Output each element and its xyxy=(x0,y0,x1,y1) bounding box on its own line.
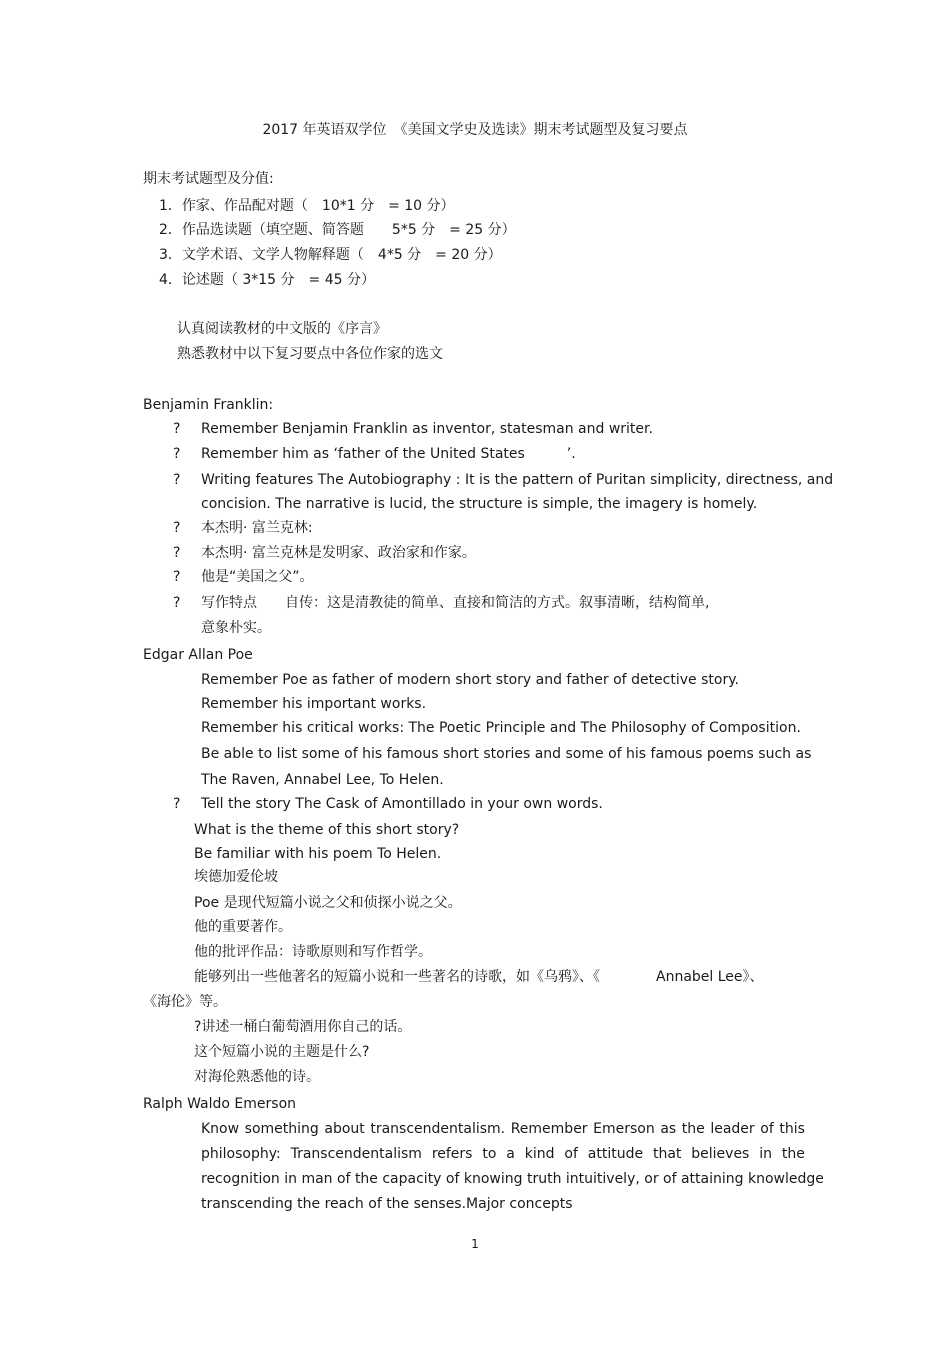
instruction-line: 认真阅读教材的中文版的《序言》 xyxy=(177,321,387,337)
section-heading-poe: Edgar Allan Poe xyxy=(143,647,253,663)
word: Transcendentalism xyxy=(290,1146,422,1162)
word: of xyxy=(760,1121,774,1137)
word: believes xyxy=(691,1146,750,1162)
list-item: Be familiar with his poem To Helen. xyxy=(194,846,442,862)
word: Emerson xyxy=(593,1121,655,1137)
bullet-marker: ? xyxy=(173,595,181,611)
list-item: 埃德加爱伦坡 xyxy=(194,869,278,885)
instruction-line: 熟悉教材中以下复习要点中各位作家的选文 xyxy=(177,346,443,362)
bullet-marker: ? xyxy=(173,545,181,561)
list-item-continuation: concision. The narrative is lucid, the structure is simple, the imagery is homely. xyxy=(201,496,758,512)
word: refers xyxy=(431,1146,473,1162)
list-item: 写作特点 自传：这是清教徒的简单、直接和简洁的方式。叙事清晰，结构简单, xyxy=(201,595,710,611)
word: a xyxy=(506,1146,515,1162)
bullet-marker: ? xyxy=(173,446,181,462)
list-item: 这个短篇小说的主题是什么? xyxy=(194,1044,370,1060)
word: something xyxy=(244,1121,319,1137)
word: transcendentalism. xyxy=(370,1121,506,1137)
list-item: Remember his critical works: The Poetic Principle and The Philosophy of Composition. xyxy=(201,720,801,736)
exam-heading: 期末考试题型及分值: xyxy=(143,171,274,187)
list-item: Remember Poe as father of modern short story and father of detective story. xyxy=(201,672,739,688)
bullet-marker: ? xyxy=(173,520,181,536)
list-item: Tell the story The Cask of Amontillado in your own words. xyxy=(201,796,603,812)
word: the xyxy=(781,1146,805,1162)
word: to xyxy=(482,1146,497,1162)
word: as xyxy=(660,1121,677,1137)
list-item: Poe 是现代短篇小说之父和侦探小说之父。 xyxy=(194,895,462,911)
bullet-marker: ? xyxy=(173,796,181,812)
list-item-continuation: 意象朴实。 xyxy=(201,620,271,636)
exam-item: 2．作品选读题（填空题、简答题 5*5 分 = 25 分） xyxy=(159,222,516,238)
bullet-marker: ? xyxy=(173,569,181,585)
word: leader xyxy=(710,1121,755,1137)
bullet-marker: ? xyxy=(173,472,181,488)
list-item-continuation: The Raven, Annabel Lee, To Helen. xyxy=(201,772,444,788)
emerson-line-2 xyxy=(201,1145,805,1163)
word: of xyxy=(564,1146,578,1162)
word: that xyxy=(652,1146,682,1162)
list-item: 他的重要著作。 xyxy=(194,919,292,935)
word: this xyxy=(779,1121,805,1137)
bullet-marker: ? xyxy=(173,421,181,437)
section-heading-emerson: Ralph Waldo Emerson xyxy=(143,1096,297,1112)
exam-item: 4．论述题（ 3*15 分 = 45 分） xyxy=(159,272,375,288)
word: the xyxy=(681,1121,705,1137)
list-item: 他的批评作品：诗歌原则和写作哲学。 xyxy=(194,944,432,960)
emerson-line-1 xyxy=(201,1120,805,1138)
exam-item: 3．文学术语、文学人物解释题（ 4*5 分 = 20 分） xyxy=(159,247,502,263)
list-item: Remember him as ‘father of the United States ’. xyxy=(201,446,576,462)
word: Know xyxy=(201,1121,240,1137)
word: kind xyxy=(524,1146,555,1162)
list-item: Be able to list some of his famous short stories and some of his famous poems such as xyxy=(201,746,812,762)
word: Remember xyxy=(510,1121,588,1137)
list-item: ?讲述一桶白葡萄酒用你自己的话。 xyxy=(194,1019,412,1035)
section-heading-franklin: Benjamin Franklin: xyxy=(143,397,274,413)
exam-item: 1．作家、作品配对题（ 10*1 分 = 10 分） xyxy=(159,198,455,214)
word: in xyxy=(759,1146,772,1162)
emerson-line-3: recognition in man of the capacity of knowing truth intuitively, or of attaining knowledge xyxy=(201,1171,824,1187)
list-item: What is the theme of this short story? xyxy=(194,822,460,838)
word: about xyxy=(324,1121,365,1137)
list-item-continuation: 《海伦》等。 xyxy=(143,994,227,1010)
word: attitude xyxy=(587,1146,644,1162)
list-item: 本杰明· 富兰克林是发明家、政治家和作家。 xyxy=(201,545,476,561)
list-item: 对海伦熟悉他的诗。 xyxy=(194,1069,320,1085)
list-item: 他是“美国之父”。 xyxy=(201,569,314,585)
page-number: 1 xyxy=(471,1237,479,1251)
list-item: Writing features The Autobiography : It is the pattern of Puritan simplicity, directness, and xyxy=(201,472,834,488)
word: philosophy: xyxy=(201,1146,281,1162)
list-item: 本杰明· 富兰克林: xyxy=(201,520,313,536)
emerson-line-4: transcending the reach of the senses.Major concepts xyxy=(201,1196,573,1212)
list-item: Remember his important works. xyxy=(201,696,427,712)
document-title: 2017 年英语双学位 《美国文学史及选读》期末考试题型及复习要点 xyxy=(262,122,688,138)
list-item: Remember Benjamin Franklin as inventor, statesman and writer. xyxy=(201,421,653,437)
list-item: 能够列出一些他著名的短篇小说和一些著名的诗歌，如《乌鸦》、《 Annabel Lee》、 xyxy=(194,969,764,985)
